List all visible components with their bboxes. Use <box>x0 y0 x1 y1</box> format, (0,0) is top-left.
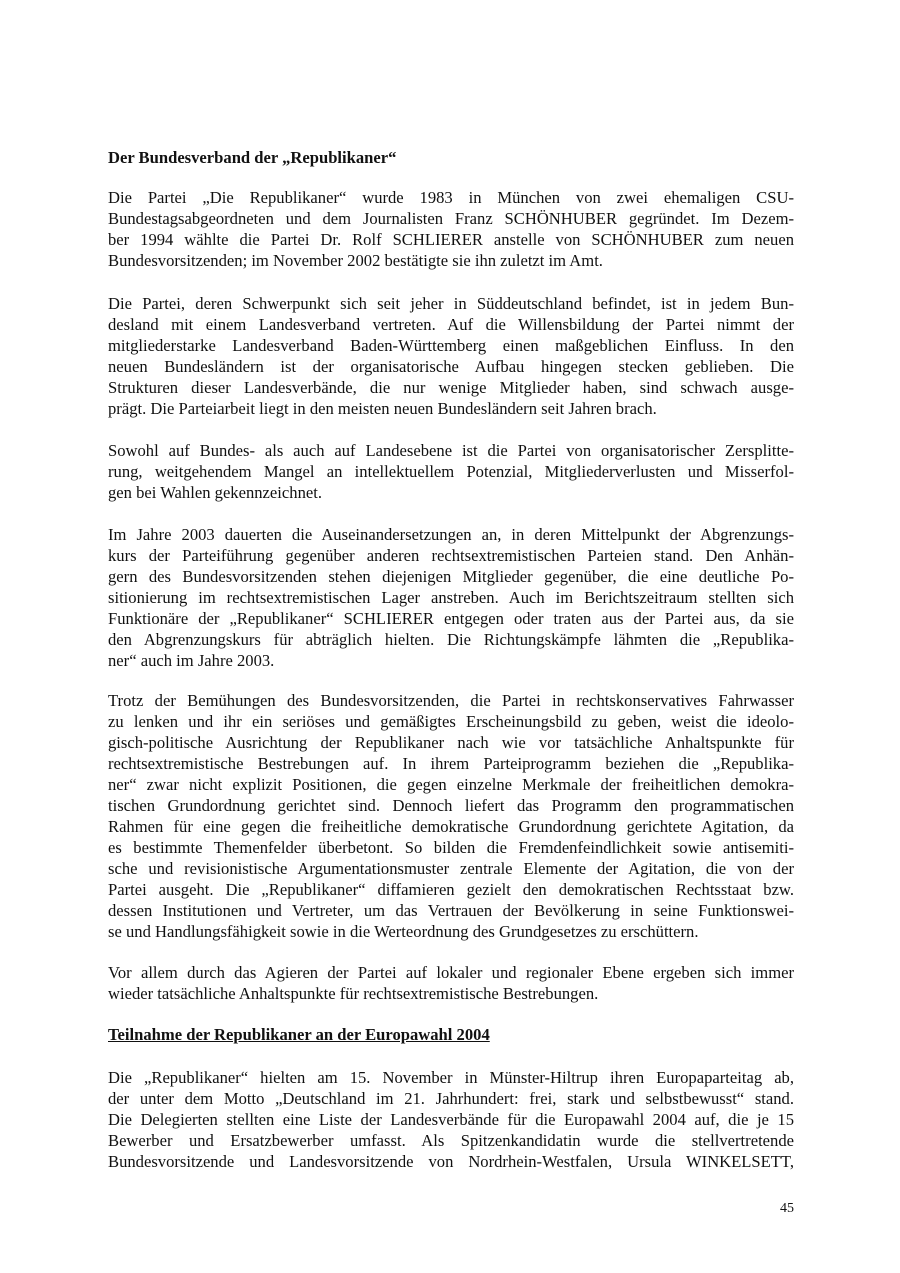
text-line: Trotz der Bemühungen des Bundesvorsitzenden, die Partei in rechtskonservatives Fahrwasser <box>108 691 794 710</box>
text-line: der unter dem Motto „Deutschland im 21. Jahrhundert: frei, stark und selbstbewusst“ stand. <box>108 1089 794 1108</box>
text-line: gern des Bundesvorsitzenden stehen diejenigen Mitglieder gegenüber, die eine deutliche Po- <box>108 567 794 586</box>
text-line: Die Delegierten stellten eine Liste der Landesverbände für die Europawahl 2004 auf, die je 15 <box>108 1110 794 1129</box>
text-line: Bundestagsabgeordneten und dem Journalisten Franz SCHÖNHUBER gegründet. Im Dezem- <box>108 209 794 228</box>
text-line: se und Handlungsfähigkeit sowie in die Werteordnung des Grundgesetzes zu erschüttern. <box>108 922 699 941</box>
paragraph-5 <box>108 690 794 942</box>
text-line: ner“ auch im Jahre 2003. <box>108 651 275 670</box>
text-line: ber 1994 wählte die Partei Dr. Rolf SCHLIERER anstelle von SCHÖNHUBER zum neuen <box>108 230 794 249</box>
paragraph-7 <box>108 1067 794 1172</box>
text-line: es bestimmte Themenfelder überbetont. So bilden die Fremdenfeindlichkeit sowie antisemiti- <box>108 838 794 857</box>
paragraph-2 <box>108 293 794 419</box>
text-line: sche und revisionistische Argumentationsmuster zentrale Elemente der Agitation, die von der <box>108 859 794 878</box>
text-line: mitgliederstarke Landesverband Baden-Württemberg einen maßgeblichen Einfluss. In den <box>108 336 794 355</box>
text-line: rung, weitgehendem Mangel an intellektuellem Potenzial, Mitgliederverlusten und Misserfol- <box>108 462 794 481</box>
text-line: Funktionäre der „Republikaner“ SCHLIERER entgegen oder traten aus der Partei aus, da sie <box>108 609 794 628</box>
text-line: Bewerber und Ersatzbewerber umfasst. Als Spitzenkandidatin wurde die stellvertretende <box>108 1131 794 1150</box>
text-line: Die Partei, deren Schwerpunkt sich seit jeher in Süddeutschland befindet, ist in jedem Bun- <box>108 294 794 313</box>
subsection-heading: Teilnahme der Republikaner an der Europawahl 2004 <box>108 1025 490 1044</box>
page-number: 45 <box>780 1201 794 1216</box>
text-line: rechtsextremistische Bestrebungen auf. In ihrem Parteiprogramm beziehen die „Republika- <box>108 754 794 773</box>
paragraph-6 <box>108 962 794 1004</box>
text-line: desland mit einem Landesverband vertreten. Auf die Willensbildung der Partei nimmt der <box>108 315 794 334</box>
text-line: wieder tatsächliche Anhaltspunkte für rechtsextremistische Bestrebungen. <box>108 984 599 1003</box>
text-line: Sowohl auf Bundes- als auch auf Landesebene ist die Partei von organisatorischer Zersplitte- <box>108 441 794 460</box>
text-line: Bundesvorsitzende und Landesvorsitzende von Nordrhein-Westfalen, Ursula WINKELSETT, <box>108 1152 794 1171</box>
text-line: gisch-politische Ausrichtung der Republikaner nach wie vor tatsächliche Anhaltspunkte für <box>108 733 794 752</box>
text-line: Vor allem durch das Agieren der Partei auf lokaler und regionaler Ebene ergeben sich immer <box>108 963 794 982</box>
text-line: ner“ zwar nicht explizit Positionen, die gegen einzelne Merkmale der freiheitlichen demokra- <box>108 775 794 794</box>
paragraph-1 <box>108 187 794 271</box>
text-line: dessen Institutionen und Vertreter, um das Vertrauen der Bevölkerung in seine Funktionswei- <box>108 901 794 920</box>
text-line: neuen Bundesländern ist der organisatorische Aufbau hingegen stecken geblieben. Die <box>108 357 794 376</box>
text-line: sitionierung im rechtsextremistischen Lager anstreben. Auch im Berichtszeitraum stellten sich <box>108 588 794 607</box>
text-line: Die „Republikaner“ hielten am 15. November in Münster-Hiltrup ihren Europaparteitag ab, <box>108 1068 794 1087</box>
section-heading: Der Bundesverband der „Republikaner“ <box>108 148 397 167</box>
text-line: gen bei Wahlen gekennzeichnet. <box>108 483 322 502</box>
text-line: Bundesvorsitzenden; im November 2002 bestätigte sie ihn zuletzt im Amt. <box>108 251 603 270</box>
text-line: Rahmen für eine gegen die freiheitliche demokratische Grundordnung gerichtete Agitation, da <box>108 817 794 836</box>
paragraph-4 <box>108 524 794 671</box>
text-line: Strukturen dieser Landesverbände, die nur wenige Mitglieder haben, sind schwach ausge- <box>108 378 794 397</box>
text-line: Im Jahre 2003 dauerten die Auseinandersetzungen an, in deren Mittelpunkt der Abgrenzungs- <box>108 525 794 544</box>
text-line: Partei ausgeht. Die „Republikaner“ diffamieren gezielt den demokratischen Rechtsstaat bzw. <box>108 880 794 899</box>
text-line: den Abgrenzungskurs für abträglich hielten. Die Richtungskämpfe lähmten die „Republika- <box>108 630 794 649</box>
text-line: kurs der Parteiführung gegenüber anderen rechtsextremistischen Parteien stand. Den Anhän- <box>108 546 794 565</box>
text-line: prägt. Die Parteiarbeit liegt in den meisten neuen Bundesländern seit Jahren brach. <box>108 399 657 418</box>
text-line: tischen Grundordnung gerichtet sind. Dennoch liefert das Programm den programmatischen <box>108 796 794 815</box>
paragraph-3 <box>108 440 794 503</box>
text-line: zu lenken und ihr ein seriöses und gemäßigtes Erscheinungsbild zu geben, weist die ideolo- <box>108 712 794 731</box>
text-line: Die Partei „Die Republikaner“ wurde 1983 in München von zwei ehemaligen CSU- <box>108 188 794 207</box>
